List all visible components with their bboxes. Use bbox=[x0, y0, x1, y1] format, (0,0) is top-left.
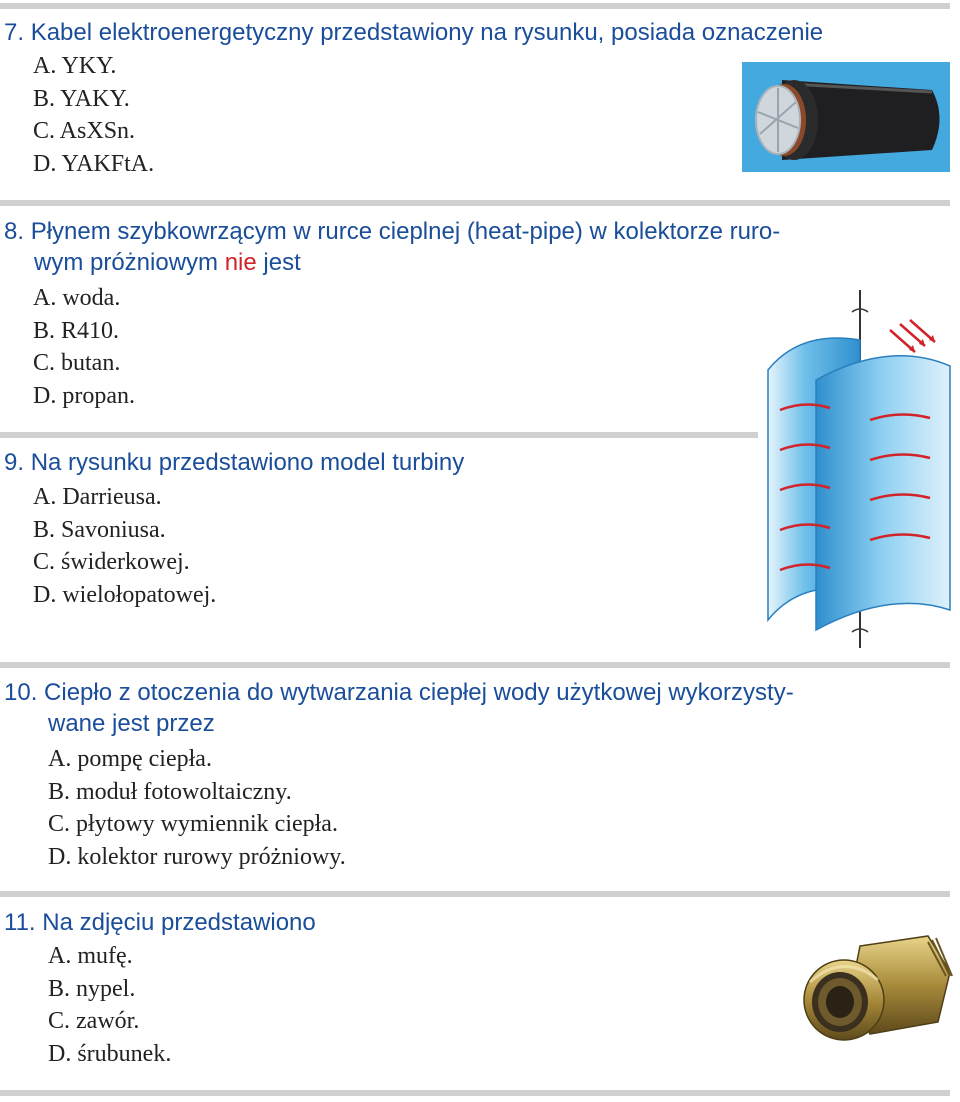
answer-option[interactable]: B. moduł fotowoltaiczny. bbox=[48, 778, 292, 805]
question-text: Kabel elektroenergetyczny przedstawiony na rysunku, posiada oznaczenie bbox=[30, 19, 824, 46]
answer-option[interactable]: C. płytowy wymiennik ciepła. bbox=[48, 811, 338, 837]
answer-option[interactable]: A. woda. bbox=[33, 285, 121, 311]
divider bbox=[0, 432, 758, 438]
divider bbox=[0, 891, 950, 897]
question-7 bbox=[4, 17, 950, 48]
answers-9 bbox=[33, 481, 216, 611]
question-text-continued: wym próżniowym bbox=[34, 249, 225, 276]
answer-option[interactable]: D. propan. bbox=[33, 382, 135, 409]
divider bbox=[0, 662, 950, 668]
question-text: Na rysunku przedstawiono model turbiny bbox=[30, 449, 465, 476]
question-text: Płynem szybkowrzącym w rurce cieplnej (heat-pipe) w kolektorze ruro- bbox=[30, 218, 781, 245]
answer-option[interactable]: D. śrubunek. bbox=[48, 1040, 172, 1067]
answer-option[interactable]: B. R410. bbox=[33, 317, 120, 344]
answer-option[interactable]: D. wielołopatowej. bbox=[33, 581, 217, 608]
savonius-turbine-icon bbox=[760, 290, 960, 650]
answer-option[interactable]: A. Darrieusa. bbox=[33, 484, 162, 510]
answer-option[interactable]: B. nypel. bbox=[48, 975, 136, 1002]
answer-option[interactable]: A. pompę ciepła. bbox=[48, 746, 212, 772]
answer-option[interactable]: C. świderkowej. bbox=[33, 549, 190, 575]
question-number: 9. bbox=[4, 449, 25, 476]
divider bbox=[0, 200, 950, 206]
answer-option[interactable]: A. YKY. bbox=[33, 53, 117, 79]
question-number: 7. bbox=[4, 19, 25, 46]
answer-option[interactable]: D. kolektor rurowy próżniowy. bbox=[48, 843, 346, 870]
cable-cross-section-icon bbox=[742, 62, 950, 172]
answer-option[interactable]: B. YAKY. bbox=[33, 85, 130, 112]
negation-highlight: nie bbox=[224, 249, 257, 276]
question-number: 8. bbox=[4, 218, 25, 245]
answers-11 bbox=[48, 940, 171, 1070]
question-number: 10. bbox=[4, 679, 38, 706]
answer-option[interactable]: C. zawór. bbox=[48, 1008, 140, 1034]
question-text: Ciepło z otoczenia do wytwarzania ciepłej wody użytkowej wykorzysty- bbox=[44, 679, 794, 706]
question-number: 11. bbox=[4, 909, 36, 936]
answer-option[interactable]: B. Savoniusa. bbox=[33, 516, 166, 543]
answer-option[interactable]: D. YAKFtA. bbox=[33, 150, 155, 177]
question-text-end: jest bbox=[256, 249, 301, 276]
answers-7 bbox=[33, 50, 154, 180]
brass-pipe-union-icon bbox=[800, 932, 960, 1052]
answer-option[interactable]: C. butan. bbox=[33, 350, 121, 376]
answer-option[interactable]: A. mufę. bbox=[48, 943, 133, 969]
question-8 bbox=[4, 216, 950, 278]
divider-bottom bbox=[0, 1090, 950, 1096]
answer-option[interactable]: C. AsXSn. bbox=[33, 118, 136, 144]
question-text: Na zdjęciu przedstawiono bbox=[42, 909, 316, 936]
answers-10 bbox=[48, 743, 346, 873]
divider-top bbox=[0, 3, 950, 9]
question-10 bbox=[4, 677, 950, 739]
answers-8 bbox=[33, 282, 135, 412]
question-text-continued: wane jest przez bbox=[48, 710, 215, 737]
